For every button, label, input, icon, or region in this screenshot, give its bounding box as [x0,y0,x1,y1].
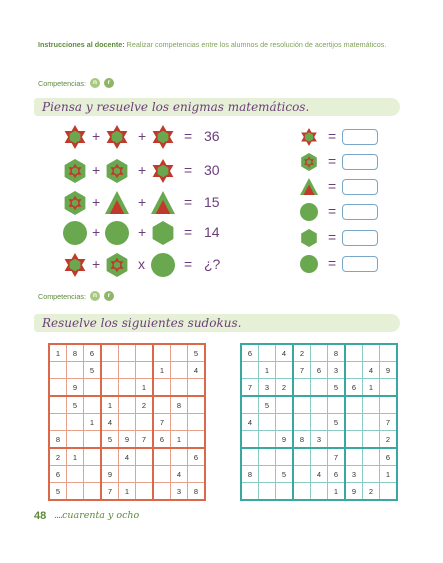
sudoku-cell[interactable] [328,396,346,414]
sudoku-row [241,466,397,483]
hexstar-shape-icon [62,158,88,189]
sudoku-cell: 6 [311,362,328,379]
sudoku-cell: 5 [67,396,84,414]
sudoku-cell: 6 [345,379,363,397]
page-number: 48 [34,510,47,522]
sudoku-cell: 2 [293,344,311,362]
answer-equals: = [328,153,337,169]
equation-result: 30 [204,162,220,178]
sudoku-cell[interactable] [153,396,171,414]
sudoku-cell[interactable] [153,466,171,483]
sudoku-cell: 8 [293,431,311,449]
instructions-text: Realizar competencias entre los alumnos de resolución de acertijos matemáticos. [124,40,387,49]
operator: + [92,256,101,272]
sudoku-cell[interactable] [259,414,276,431]
competency-badge-n: n [90,291,100,301]
hexstar-shape-icon [104,158,130,189]
sudoku-cell[interactable] [153,344,171,362]
sudoku-row [241,344,397,362]
sudoku-row [241,396,397,414]
circle-answer-icon [299,202,319,227]
sudoku-cell[interactable] [171,379,188,397]
sudoku-cell[interactable] [49,379,67,397]
sudoku-cell: 7 [136,431,154,449]
sudoku-cell[interactable] [84,431,102,449]
sudoku-cell: 4 [276,344,294,362]
sudoku-cell[interactable] [101,362,119,379]
sudoku-cell[interactable] [49,362,67,379]
sudoku-cell[interactable] [136,344,154,362]
sudoku-cell: 9 [380,362,398,379]
hexagon-answer-icon [299,228,319,253]
sudoku-cell: 5 [188,344,206,362]
sudoku-cell[interactable] [136,483,154,501]
section-title-enigmas: Piensa y resuelve los enigmas matemáticos. [34,98,400,116]
sudoku-cell[interactable] [259,448,276,466]
sudoku-left [48,343,206,501]
sudoku-row [49,483,205,501]
operator: + [138,224,147,240]
sudoku-cell: 5 [49,483,67,501]
sudoku-cell: 3 [171,483,188,501]
sudoku-row [49,466,205,483]
sudoku-cell[interactable] [84,396,102,414]
operator: x [138,256,145,272]
sudoku-cell: 6 [380,448,398,466]
sudoku-cell: 4 [188,362,206,379]
sudoku-row [49,379,205,397]
sudoku-cell[interactable] [311,344,328,362]
sudoku-cell: 7 [293,362,311,379]
sudoku-cell: 4 [241,414,259,431]
star-shape-icon [104,124,130,155]
sudoku-cell: 3 [328,362,346,379]
sudoku-cell: 4 [119,448,136,466]
sudoku-cell[interactable] [171,448,188,466]
operator: + [92,224,101,240]
sudoku-cell[interactable] [363,448,380,466]
sudoku-cell: 6 [84,344,102,362]
teacher-instructions [38,39,398,50]
sudoku-cell: 7 [241,379,259,397]
sudoku-cell: 2 [136,396,154,414]
sudoku-cell: 1 [84,414,102,431]
sudoku-cell[interactable] [188,431,206,449]
sudoku-right [240,343,398,501]
equals-sign: = [184,128,193,144]
sudoku-cell: 1 [101,396,119,414]
sudoku-cell[interactable] [84,448,102,466]
sudoku-cell: 9 [276,431,294,449]
sudoku-cell[interactable] [311,414,328,431]
sudoku-cell[interactable] [311,448,328,466]
sudoku-cell[interactable] [67,414,84,431]
page-number-words: ....cuarenta y ocho [54,510,140,521]
sudoku-row [49,414,205,431]
sudoku-cell[interactable] [136,414,154,431]
sudoku-cell: 9 [67,379,84,397]
answer-box[interactable] [342,179,378,195]
sudoku-cell[interactable] [259,466,276,483]
sudoku-cell: 7 [380,414,398,431]
sudoku-cell[interactable] [363,414,380,431]
sudoku-cell[interactable] [345,448,363,466]
sudoku-cell[interactable] [49,396,67,414]
sudoku-cell[interactable] [188,466,206,483]
operator: + [92,128,101,144]
sudoku-cell: 6 [153,431,171,449]
sudoku-cell: 5 [328,379,346,397]
sudoku-cell[interactable] [311,483,328,501]
sudoku-cell[interactable] [153,379,171,397]
sudoku-cell: 7 [101,483,119,501]
sudoku-cell[interactable] [380,344,398,362]
sudoku-cell[interactable] [119,466,136,483]
competency-badge-n: n [90,78,100,88]
sudoku-cell[interactable] [276,448,294,466]
sudoku-cell[interactable] [188,396,206,414]
sudoku-cell[interactable] [293,396,311,414]
answer-equals: = [328,128,337,144]
sudoku-cell: 3 [345,466,363,483]
sudoku-cell[interactable] [67,483,84,501]
competency-badge-r: r [104,78,114,88]
competencias-label: Competencias: [38,291,86,301]
sudoku-row [241,414,397,431]
sudoku-cell[interactable] [363,466,380,483]
sudoku-cell[interactable] [84,379,102,397]
answer-equals: = [328,203,337,219]
star-shape-icon [150,158,176,189]
sudoku-cell[interactable] [171,414,188,431]
competencias-row-1 [38,78,114,88]
section-title-sudokus: Resuelve los siguientes sudokus. [34,314,400,332]
sudoku-row [241,448,397,466]
answer-box[interactable] [342,204,378,220]
triangle-shape-icon [150,190,176,221]
sudoku-cell[interactable] [119,344,136,362]
answer-box[interactable] [342,256,378,272]
sudoku-cell: 3 [259,379,276,397]
sudoku-cell[interactable] [101,379,119,397]
equation-result: 36 [204,128,220,144]
sudoku-cell[interactable] [171,362,188,379]
answer-box[interactable] [342,230,378,246]
sudoku-cell: 9 [345,483,363,501]
sudoku-cell: 6 [328,466,346,483]
operator: + [138,194,147,210]
equals-sign: = [184,194,193,210]
sudoku-cell[interactable] [67,431,84,449]
operator: + [138,162,147,178]
sudoku-cell[interactable] [136,466,154,483]
sudoku-cell: 2 [49,448,67,466]
sudoku-cell: 1 [171,431,188,449]
sudoku-cell[interactable] [380,379,398,397]
sudoku-cell: 7 [153,414,171,431]
sudoku-cell: 1 [380,466,398,483]
sudoku-cell: 2 [363,483,380,501]
sudoku-cell[interactable] [153,483,171,501]
sudoku-cell[interactable] [363,396,380,414]
equation-result: ¿? [204,256,221,272]
sudoku-cell: 5 [328,414,346,431]
answer-box[interactable] [342,154,378,170]
circle-shape-icon [150,252,176,283]
sudoku-cell[interactable] [171,344,188,362]
sudoku-cell[interactable] [293,414,311,431]
sudoku-cell: 1 [67,448,84,466]
sudoku-cell: 9 [101,466,119,483]
sudoku-cell: 2 [276,379,294,397]
sudoku-cell: 8 [49,431,67,449]
sudoku-row [241,379,397,397]
sudoku-cell[interactable] [328,431,346,449]
triangle-shape-icon [104,190,130,221]
equation-result: 15 [204,194,220,210]
sudoku-cell[interactable] [293,448,311,466]
sudoku-cell[interactable] [136,448,154,466]
sudoku-cell[interactable] [119,396,136,414]
competencias-label: Competencias: [38,78,86,88]
sudoku-cell[interactable] [259,431,276,449]
sudoku-row [49,448,205,466]
sudoku-cell[interactable] [241,431,259,449]
operator: + [92,162,101,178]
sudoku-row [49,396,205,414]
hexstar-shape-icon [104,252,130,283]
sudoku-cell[interactable] [259,344,276,362]
sudoku-cell[interactable] [241,448,259,466]
sudoku-cell[interactable] [153,448,171,466]
sudoku-cell[interactable] [188,379,206,397]
sudoku-cell[interactable] [276,414,294,431]
equation-result: 14 [204,224,220,240]
sudoku-cell: 1 [259,362,276,379]
competencias-row-2 [38,291,114,301]
sudoku-cell[interactable] [345,431,363,449]
sudoku-cell: 2 [380,431,398,449]
sudoku-cell: 5 [101,431,119,449]
sudoku-cell[interactable] [276,362,294,379]
equals-sign: = [184,256,193,272]
star-shape-icon [62,124,88,155]
sudoku-cell: 1 [119,483,136,501]
answer-box[interactable] [342,129,378,145]
sudoku-row [49,344,205,362]
sudoku-cell[interactable] [345,396,363,414]
sudoku-cell: 5 [259,396,276,414]
hexagon-shape-icon [150,220,176,251]
sudoku-cell: 7 [328,448,346,466]
sudoku-cell[interactable] [345,362,363,379]
operator: + [92,194,101,210]
sudoku-cell[interactable] [241,396,259,414]
sudoku-cell[interactable] [119,379,136,397]
sudoku-cell[interactable] [276,396,294,414]
sudoku-cell[interactable] [49,414,67,431]
sudoku-cell: 8 [241,466,259,483]
sudoku-cell: 8 [171,396,188,414]
sudoku-cell: 4 [171,466,188,483]
sudoku-cell[interactable] [84,466,102,483]
hexstar-shape-icon [62,190,88,221]
sudoku-cell[interactable] [119,414,136,431]
sudoku-cell[interactable] [363,344,380,362]
sudoku-cell[interactable] [363,431,380,449]
sudoku-cell[interactable] [276,483,294,501]
sudoku-cell[interactable] [259,483,276,501]
sudoku-cell: 1 [49,344,67,362]
sudoku-cell[interactable] [84,483,102,501]
operator: + [138,128,147,144]
sudoku-cell: 6 [49,466,67,483]
sudoku-cell[interactable] [241,362,259,379]
star-shape-icon [150,124,176,155]
sudoku-cell[interactable] [67,466,84,483]
sudoku-row [49,431,205,449]
competency-badge-r: r [104,291,114,301]
sudoku-cell[interactable] [293,483,311,501]
sudoku-cell[interactable] [293,466,311,483]
sudoku-cell[interactable] [311,396,328,414]
sudoku-cell[interactable] [293,379,311,397]
instructions-label: Instrucciones al docente: [38,40,125,49]
circle-shape-icon [62,220,88,251]
sudoku-row [241,362,397,379]
equals-sign: = [184,162,193,178]
equals-sign: = [184,224,193,240]
sudoku-cell: 1 [136,379,154,397]
sudoku-cell: 1 [363,379,380,397]
sudoku-cell[interactable] [380,483,398,501]
sudoku-cell: 6 [188,448,206,466]
sudoku-cell[interactable] [188,414,206,431]
sudoku-cell[interactable] [380,396,398,414]
sudoku-cell[interactable] [345,414,363,431]
circle-answer-icon [299,254,319,279]
sudoku-cell[interactable] [101,344,119,362]
sudoku-cell: 6 [241,344,259,362]
sudoku-cell: 3 [311,431,328,449]
sudoku-cell[interactable] [101,448,119,466]
sudoku-cell: 1 [328,483,346,501]
sudoku-cell[interactable] [311,379,328,397]
sudoku-cell: 9 [119,431,136,449]
circle-shape-icon [104,220,130,251]
sudoku-cell: 8 [188,483,206,501]
sudoku-row [49,362,205,379]
sudoku-cell: 8 [67,344,84,362]
sudoku-cell: 4 [101,414,119,431]
sudoku-row [241,483,397,501]
sudoku-cell[interactable] [67,362,84,379]
triangle-answer-icon [299,177,319,202]
star-shape-icon [62,252,88,283]
sudoku-cell[interactable] [136,362,154,379]
sudoku-cell: 1 [153,362,171,379]
sudoku-cell[interactable] [345,344,363,362]
hexstar-answer-icon [299,152,319,177]
answer-equals: = [328,255,337,271]
sudoku-row [241,431,397,449]
star-answer-icon [299,127,319,152]
sudoku-cell: 8 [328,344,346,362]
sudoku-cell: 4 [363,362,380,379]
answer-equals: = [328,178,337,194]
sudoku-cell: 4 [311,466,328,483]
sudoku-cell[interactable] [119,362,136,379]
answer-equals: = [328,229,337,245]
sudoku-cell: 5 [84,362,102,379]
sudoku-cell[interactable] [241,483,259,501]
sudoku-cell: 5 [276,466,294,483]
